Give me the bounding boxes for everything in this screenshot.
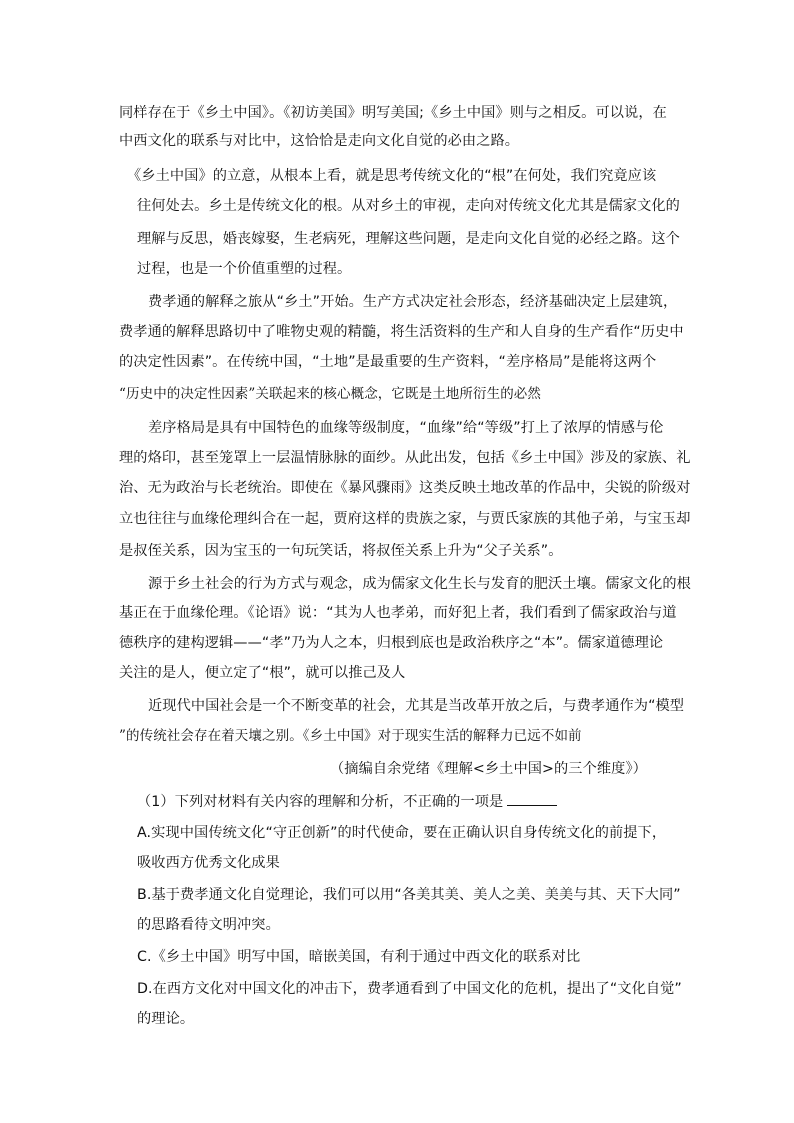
text-line: 治、无为政治与长老统治。即使在《暴风骤雨》这类反映土地改革的作品中，尖锐的阶级对 — [119, 480, 691, 496]
text-line: 源于乡土社会的行为方式与观念，成为儒家文化生长与发育的肥沃土壤。儒家文化的根 — [148, 576, 691, 592]
question-stem-text: （1）下列对材料有关内容的理解和分析，不正确的一项是 — [137, 794, 504, 810]
text-line: 往何处去。乡土是传统文化的根。从对乡土的审视，走向对传统文化尤其是儒家文化的 — [137, 198, 680, 214]
text-line: 立也往往与血缘伦理纠合在一起，贾府这样的贵族之家，与贾氏家族的其他子弟，与宝玉却 — [119, 511, 691, 527]
source-citation: （摘编自余党绪《理解<乡土中国>的三个维度》） — [330, 761, 647, 777]
text-line: 费孝通的解释之旅从“乡土”开始。生产方式决定社会形态，经济基础决定上层建筑， — [148, 294, 678, 310]
text-line: 费孝通的解释思路切中了唯物史观的精髓，将生活资料的生产和人自身的生产看作“历史中 — [119, 324, 684, 340]
text-line: ”的传统社会存在着天壤之别。《乡土中国》对于现实生活的解释力已远不如前 — [119, 728, 582, 744]
answer-blank[interactable] — [507, 791, 557, 806]
text-line: 关注的是人，便立定了“根”，就可以推己及人 — [119, 665, 406, 681]
option-line: D.在西方文化对中国文化的冲击下，费孝通看到了中国文化的危机，提出了“文化自觉” — [137, 981, 682, 997]
text-line: 《乡土中国》的立意，从根本上看，就是思考传统文化的“根”在何处，我们究竟应该 — [127, 168, 657, 184]
text-line: 差序格局是具有中国特色的血缘等级制度，“血缘”给“等级”打上了浓厚的情感与伦 — [148, 420, 664, 436]
text-line: 的决定性因素”。在传统中国，“土地”是最重要的生产资料，“差序格局”是能将这两个 — [119, 354, 657, 370]
text-line: 同样存在于《乡土中国》。《初访美国》明写美国;《乡土中国》则与之相反。可以说，在 — [119, 105, 667, 121]
text-line: 近现代中国社会是一个不断变革的社会，尤其是当改革开放之后，与费孝通作为“模型 — [148, 698, 685, 714]
text-line: 是叔侄关系，因为宝玉的一句玩笑话，将叔侄关系上升为“父子关系”。 — [119, 543, 563, 559]
text-line: 过程，也是一个价值重塑的过程。 — [137, 261, 352, 277]
text-line: 德秩序的建构逻辑——“孝”乃为人之本，归根到底也是政治秩序之“本”。儒家道德理论 — [119, 635, 664, 651]
option-line: A.实现中国传统文化“守正创新”的时代使命，要在正确认识自身传统文化的前提下， — [137, 825, 667, 841]
text-line: 理解与反思，婚丧嫁娶，生老病死，理解这些问题，是走向文化自觉的必经之路。这个 — [137, 231, 680, 247]
question-stem — [137, 791, 557, 812]
text-line: 理的烙印，甚至笼罩上一层温情脉脉的面纱。从此出发，包括《乡土中国》涉及的家族、礼 — [119, 450, 691, 466]
option-line: 吸收西方优秀文化成果 — [137, 855, 280, 871]
option-line: 的思路看待文明冲突。 — [137, 917, 280, 933]
text-line: “历史中的决定性因素”关联起来的核心概念，它既是土地所衍生的必然 — [119, 386, 542, 402]
option-line: B.基于费孝通文化自觉理论，我们可以用“各美其美、美人之美、美美与其、天下大同” — [137, 887, 681, 903]
option-line: 的理论。 — [137, 1011, 195, 1027]
text-line: 中西文化的联系与对比中，这恰恰是走向文化自觉的必由之路。 — [119, 133, 520, 149]
option-line: C.《乡土中国》明写中国，暗嵌美国，有利于通过中西文化的联系对比 — [137, 949, 581, 965]
text-line: 基正在于血缘伦理。《论语》说：“其为人也孝弟，而好犯上者，我们看到了儒家政治与道 — [119, 605, 677, 621]
